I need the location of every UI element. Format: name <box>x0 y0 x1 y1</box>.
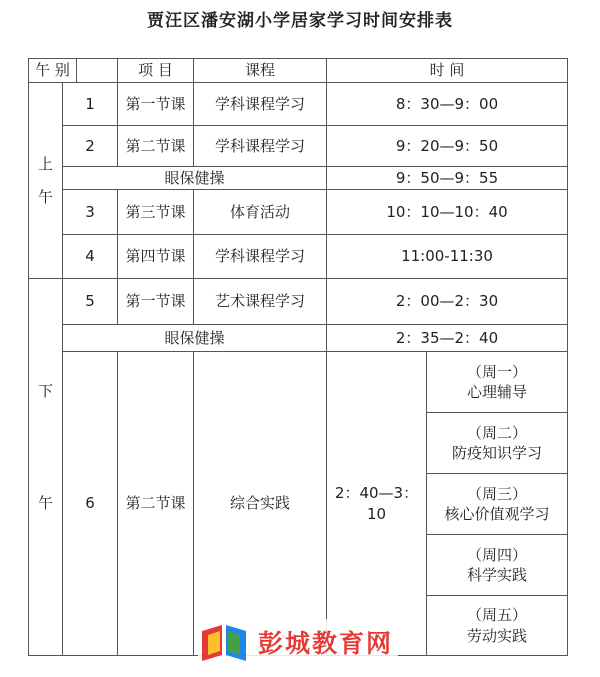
row-time <box>326 351 427 656</box>
week-day: （周一） <box>466 362 527 381</box>
header-time: 时 间 <box>326 58 568 83</box>
week-content: 科学实践 <box>466 566 527 584</box>
row-time: 2：00—2：30 <box>326 278 568 325</box>
row-number: 5 <box>62 278 118 325</box>
schedule-table <box>28 58 568 656</box>
week-content: 心理辅导 <box>466 383 527 401</box>
row-time: 8：30—9：00 <box>326 82 568 126</box>
week-plan-item <box>426 595 568 656</box>
morning-label-top: 上 <box>37 155 53 174</box>
eye-exercise-time: 9：50—9：55 <box>326 166 568 190</box>
header-number <box>76 58 118 83</box>
week-day: （周四） <box>466 545 527 564</box>
header-item: 项 目 <box>117 58 194 83</box>
week-plan-item <box>426 534 568 596</box>
week-plan-item <box>426 473 568 535</box>
eye-exercise-time: 2：35—2：40 <box>326 324 568 352</box>
row-time: 9：20—9：50 <box>326 125 568 167</box>
row-time-line2: 10 <box>366 504 387 523</box>
week-day: （周五） <box>466 606 527 625</box>
week-content: 劳动实践 <box>466 626 527 645</box>
row-item: 第一节课 <box>117 82 194 126</box>
week-content: 防疫知识学习 <box>451 444 542 462</box>
row-course: 艺术课程学习 <box>193 278 327 325</box>
page-title: 贾汪区潘安湖小学居家学习时间安排表 <box>147 11 453 31</box>
eye-exercise-item: 眼保健操 <box>62 166 327 190</box>
week-plan-item <box>426 351 568 413</box>
header-course: 课程 <box>193 58 327 83</box>
row-time: 10：10—10：40 <box>326 189 568 235</box>
morning-label <box>28 82 63 279</box>
eye-exercise-item: 眼保健操 <box>62 324 327 352</box>
row-number: 4 <box>62 234 118 279</box>
week-day: （周二） <box>466 423 527 442</box>
row-course: 学科课程学习 <box>193 82 327 126</box>
row-time: 11:00-11:30 <box>326 234 568 279</box>
row-item: 第一节课 <box>117 278 194 325</box>
row-number: 1 <box>62 82 118 126</box>
row-item: 第四节课 <box>117 234 194 279</box>
row-item: 第二节课 <box>117 351 194 656</box>
row-course: 学科课程学习 <box>193 125 327 167</box>
morning-label-bottom: 午 <box>37 187 53 206</box>
header-noon: 午 别 <box>28 58 77 83</box>
afternoon-label <box>28 278 63 656</box>
week-content: 核心价值观学习 <box>444 505 550 523</box>
row-time-line1: 2：40—3： <box>334 484 419 503</box>
row-number: 3 <box>62 189 118 235</box>
row-number: 2 <box>62 125 118 167</box>
row-course: 综合实践 <box>193 351 327 656</box>
afternoon-label-top: 下 <box>37 381 53 400</box>
afternoon-label-bottom: 午 <box>37 493 53 512</box>
watermark-text: 彭城教育网 <box>258 629 394 658</box>
row-item: 第三节课 <box>117 189 194 235</box>
row-course: 学科课程学习 <box>193 234 327 279</box>
row-number: 6 <box>62 351 118 656</box>
row-item: 第二节课 <box>117 125 194 167</box>
week-plan-item <box>426 412 568 474</box>
watermark-logo <box>198 619 398 665</box>
week-day: （周三） <box>466 484 527 503</box>
row-course: 体育活动 <box>193 189 327 235</box>
book-logo-icon <box>198 621 250 663</box>
